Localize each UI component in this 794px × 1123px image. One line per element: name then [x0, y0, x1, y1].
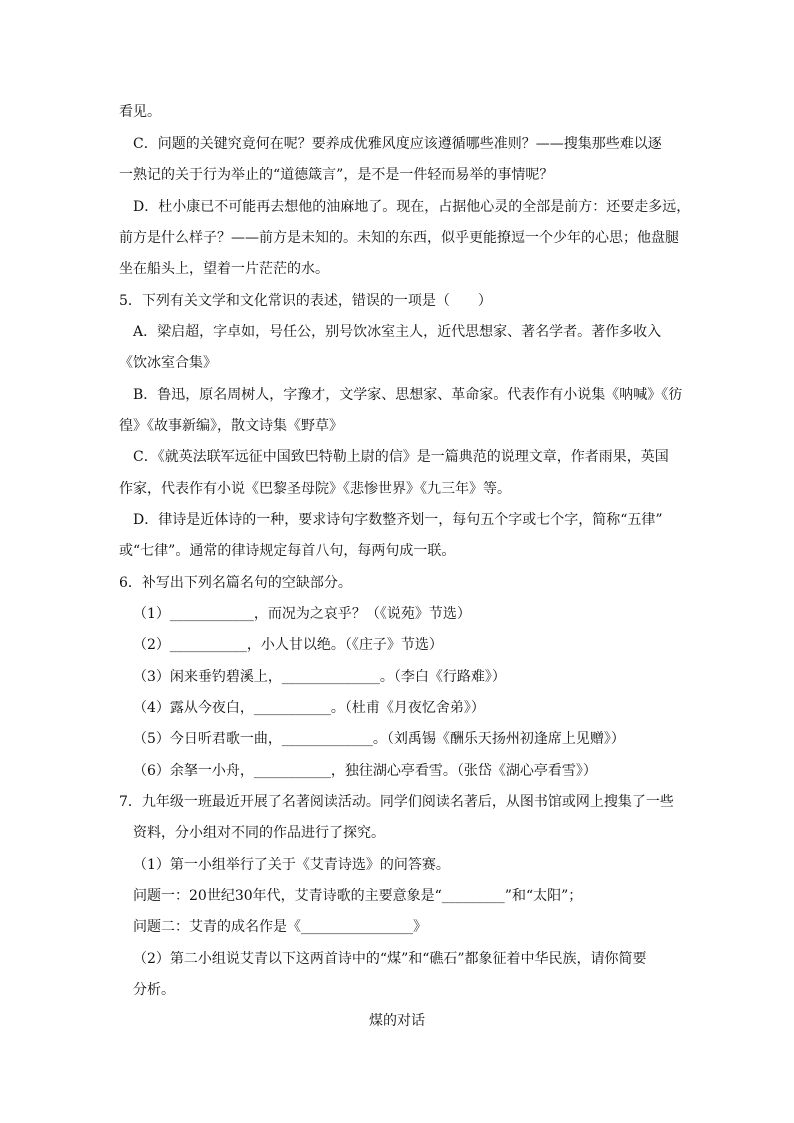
text-line: 作家，代表作有小说《巴黎圣母院》《悲惨世界》《九三年》等。: [119, 481, 511, 497]
poem-title: 煤的对话: [369, 1013, 425, 1029]
question-5-option-b: B．鲁迅，原名周树人，字豫才，文学家、思想家、革命家。代表作有小说集《呐喊》《彷: [133, 387, 683, 403]
question-7-problem-2: 问题二：艾青的成名作是《________________》: [133, 919, 427, 935]
option-c-text: C．问题的关键究竟何在呢？要养成优雅风度应该遵循哪些准则？——搜集那些难以逐: [133, 136, 662, 152]
text-line: 看见。: [119, 104, 161, 120]
text-line: 前方是什么样子？——前方是未知的。未知的东西，似乎更能撩逗一个少年的心思；他盘腿: [119, 230, 679, 246]
option-d-text: D．杜小康已不可能再去想他的油麻地了。现在，占据他心灵的全部是前方：还要走多远，: [133, 199, 691, 215]
text-line: 或“七律”。通常的律诗规定每首八句，每两句成一联。: [119, 543, 456, 559]
question-7-problem-1: 问题一：20世纪30年代，艾青诗歌的主要意象是“_________”和“太阳”；: [133, 888, 583, 904]
question-6-stem: 6．补写出下列名篇名句的空缺部分。: [119, 575, 352, 591]
question-7-part-1: （1）第一小组举行了关于《艾青诗选》的问答赛。: [133, 857, 450, 873]
question-7-stem: 7．九年级一班最近开展了名著阅读活动。同学们阅读名著后，从图书馆或网上搜集了一些: [119, 794, 674, 810]
question-6-item-4: （4）露从今夜白，___________。（杜甫《月夜忆舍弟》）: [133, 700, 485, 716]
text-line: 资料，分小组对不同的作品进行了探究。: [133, 825, 385, 841]
question-6-item-6: （6）余拏一小舟，___________，独往湖心亭看雪。（张岱《湖心亭看雪》）: [133, 763, 597, 779]
question-5-option-a: A．梁启超，字卓如，号任公，别号饮冰室主人，近代思想家、著名学者。著作多收入: [133, 324, 662, 340]
question-6-item-3: （3）闲来垂钓碧溪上，______________。（李白《行路难》）: [133, 669, 506, 685]
question-5-option-d: D．律诗是近体诗的一种，要求诗句字数整齐划一，每句五个字或七个字，简称“五律”: [133, 512, 663, 528]
question-5-stem: 5．下列有关文学和文化常识的表述，错误的一项是（ ）: [119, 293, 492, 309]
text-line: 一熟记的关于行为举止的“道德箴言”，是不是一件轻而易举的事情呢？: [119, 167, 554, 183]
text-line: 《饮冰室合集》: [119, 355, 217, 371]
question-6-item-1: （1）____________，而况为之哀乎？（《说苑》节选）: [133, 606, 471, 622]
text-line: 坐在船头上，望着一片茫茫的水。: [119, 261, 329, 277]
text-line: 分析。: [133, 982, 175, 998]
question-5-option-c: C．《就英法联军远征中国致巴特勒上尉的信》是一篇典范的说理文章，作者雨果，英国: [133, 449, 669, 465]
question-7-part-2: （2）第二小组说艾青以下这两首诗中的“煤”和“礁石”都象征着中华民族，请你简要: [133, 951, 647, 967]
text-line: 徨》《故事新编》，散文诗集《野草》: [119, 418, 343, 434]
question-6-item-5: （5）今日听君歌一曲，_____________。（刘禹锡《酬乐天扬州初逢席上见赠》）: [133, 731, 625, 747]
question-6-item-2: （2）___________，小人甘以绝。（《庄子》节选）: [133, 637, 443, 653]
